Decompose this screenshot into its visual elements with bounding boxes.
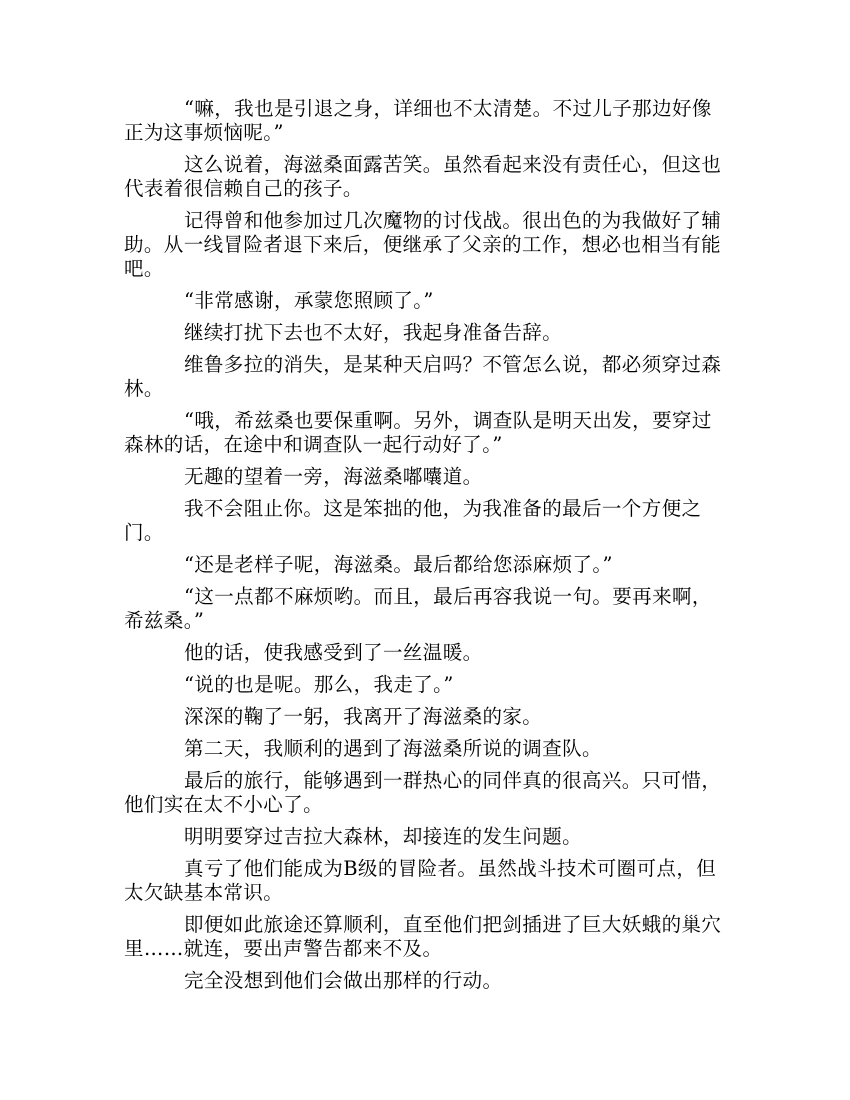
- paragraph-17: 明明要穿过吉拉大森林，却接连的发生问题。: [184, 825, 583, 848]
- paragraph-9: 我不会阻止你。这是笨拙的他，为我准备的最后一个方便之门。: [124, 497, 702, 544]
- paragraph-14: 深深的鞠了一躬，我离开了海滋桑的家。: [184, 705, 543, 728]
- paragraph-4: “非常感谢，承蒙您照顾了。”: [184, 289, 434, 312]
- paragraph-10: “还是老样子呢，海滋桑。最后都给您添麻烦了。”: [184, 553, 613, 576]
- paragraph-16: 最后的旅行，能够遇到一群热心的同伴真的很高兴。只可惜，他们实在太不小心了。: [124, 769, 722, 816]
- document-page: [124, 97, 728, 1001]
- paragraph-12: 他的话，使我感受到了一丝温暖。: [184, 641, 483, 664]
- paragraph-1: “嘛，我也是引退之身，详细也不太清楚。不过儿子那边好像正为这事烦恼呢。”: [124, 97, 712, 144]
- paragraph-3: 记得曾和他参加过几次魔物的讨伐战。很出色的为我做好了辅助。从一线冒险者退下来后，便继承了父亲的工作，想必也相当有能吧。: [124, 209, 722, 280]
- paragraph-11: “这一点都不麻烦哟。而且，最后再容我说一句。要再来啊，希兹桑。”: [124, 585, 712, 632]
- paragraph-19: 即便如此旅途还算顺利，直至他们把剑插进了巨大妖蛾的巢穴里……就连，要出声警告都来不及。: [124, 913, 722, 960]
- paragraph-2: 这么说着，海滋桑面露苦笑。虽然看起来没有责任心，但这也代表着很信赖自己的孩子。: [124, 153, 722, 200]
- paragraph-8: 无趣的望着一旁，海滋桑嘟囔道。: [184, 465, 483, 488]
- paragraph-7: “哦，希兹桑也要保重啊。另外，调查队是明天出发，要穿过森林的话，在途中和调查队一起行动好了。”: [124, 409, 712, 456]
- paragraph-20: 完全没想到他们会做出那样的行动。: [184, 969, 503, 992]
- paragraph-18: 真亏了他们能成为B级的冒险者。虽然战斗技术可圈可点，但太欠缺基本常识。: [124, 857, 717, 904]
- paragraph-15: 第二天，我顺利的遇到了海滋桑所说的调查队。: [184, 737, 602, 760]
- paragraph-5: 继续打扰下去也不太好，我起身准备告辞。: [184, 321, 563, 344]
- paragraph-13: “说的也是呢。那么，我走了。”: [184, 673, 454, 696]
- paragraph-6: 维鲁多拉的消失，是某种天启吗？不管怎么说，都必须穿过森林。: [124, 353, 722, 400]
